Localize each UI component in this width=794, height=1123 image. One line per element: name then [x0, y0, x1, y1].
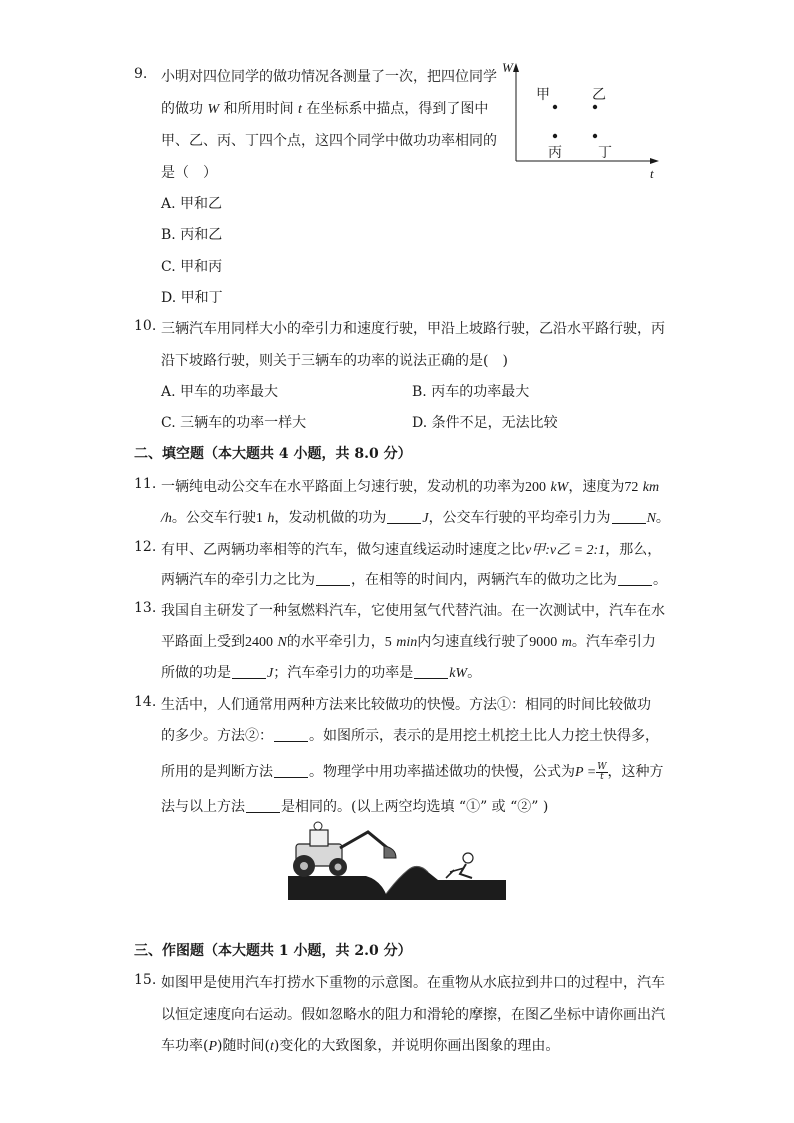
q9-line3: 甲、乙、丙、丁四个点，这四个同学中做功功率相同的	[161, 133, 497, 149]
q13-number: 13.	[134, 600, 157, 616]
q9-line2: 的做功 W 和所用时间 t 在坐标系中描点，得到了图中	[161, 101, 489, 117]
q9-line1: 小明对四位同学的做功情况各测量了一次，把四位同学	[161, 69, 497, 85]
q14-blank-method2[interactable]	[274, 727, 308, 742]
q9-option-a[interactable]: A. 甲和乙	[161, 196, 223, 212]
q14-line3: 所用的是判断方法 。物理学中用功率描述做功的快慢，公式为P = $\frac{W}{t}$ ，这种方	[161, 761, 664, 782]
graph-label-yi: 乙	[592, 87, 606, 103]
q9-option-d[interactable]: D. 甲和丁	[161, 290, 223, 306]
graph-y-axis-label: W	[502, 60, 513, 75]
q10-option-c[interactable]: C. 三辆车的功率一样大	[161, 415, 307, 431]
q11-line1: 一辆纯电动公交车在水平路面上匀速行驶，发动机的功率为200 kW，速度为72 km	[161, 479, 660, 495]
q10-option-a[interactable]: A. 甲车的功率最大	[161, 384, 279, 400]
q9-line4: 是（ ）	[161, 165, 217, 181]
q13-blank-work[interactable]	[232, 664, 266, 679]
graph-label-bing: 丙	[548, 145, 562, 161]
q13-line3: 所做的功是 J；汽车牵引力的功率是 kW。	[161, 665, 482, 681]
q13-blank-power[interactable]	[414, 664, 448, 679]
q10-option-d[interactable]: D. 条件不足，无法比较	[412, 415, 558, 431]
q12-blank-force-ratio[interactable]	[316, 571, 350, 586]
graph-x-axis-label: t	[650, 166, 654, 181]
q15-number: 15.	[134, 972, 157, 988]
point-ding	[593, 134, 597, 138]
excavator-vs-manual-digging-illustration	[288, 820, 506, 900]
q9-work-time-graph	[498, 58, 664, 182]
q12-line1: 有甲、乙两辆功率相等的汽车，做匀速直线运动时速度之比v甲:v乙 = 2:1，那么，	[161, 542, 662, 558]
q13-line1: 我国自主研发了一种氢燃料汽车，它使用氢气代替汽油。在一次测试中，汽车在水	[161, 603, 665, 619]
q12-blank-work-ratio[interactable]	[618, 571, 652, 586]
q14-line1: 生活中，人们通常用两种方法来比较做功的快慢。方法①：相同的时间比较做功	[161, 697, 651, 713]
q14-blank-same-method[interactable]	[246, 798, 280, 813]
q11-line2: /h。公交车行驶1 h，发动机做的功为 J，公交车行驶的平均牵引力为 N。	[161, 510, 670, 526]
q10-option-b[interactable]: B. 丙车的功率最大	[412, 384, 530, 400]
point-jia	[553, 105, 557, 109]
q14-blank-judge-method[interactable]	[274, 763, 308, 778]
q14-number: 14.	[134, 694, 157, 710]
q9-number: 9.	[134, 66, 148, 82]
q15-line3: 车功率(P)随时间(t)变化的大致图象，并说明你画出图象的理由。	[161, 1038, 560, 1054]
point-yi	[593, 105, 597, 109]
section2-title: 二、填空题（本大题共 4 小题，共 8.0 分）	[134, 446, 412, 462]
power-formula-fraction: $\frac{W}{t}$	[597, 761, 607, 782]
graph-label-jia: 甲	[536, 87, 550, 103]
q10-line2: 沿下坡路行驶，则关于三辆车的功率的说法正确的是( )	[161, 353, 508, 369]
q12-line2: 两辆汽车的牵引力之比为 ，在相等的时间内，两辆汽车的做功之比为 。	[161, 572, 667, 588]
q12-number: 12.	[134, 539, 157, 555]
q15-line1: 如图甲是使用汽车打捞水下重物的示意图。在重物从水底拉到井口的过程中，汽车	[161, 975, 665, 991]
q11-blank-force[interactable]	[612, 509, 646, 524]
point-bing	[553, 134, 557, 138]
q10-number: 10.	[134, 318, 157, 334]
q10-line1: 三辆汽车用同样大小的牵引力和速度行驶，甲沿上坡路行驶，乙沿水平路行驶，丙	[161, 321, 665, 337]
q11-number: 11.	[134, 476, 157, 492]
q15-line2: 以恒定速度向右运动。假如忽略水的阻力和滑轮的摩擦，在图乙坐标中请你画出汽	[161, 1007, 665, 1023]
q9-option-b[interactable]: B. 丙和乙	[161, 227, 223, 243]
section3-title: 三、作图题（本大题共 1 小题，共 2.0 分）	[134, 943, 412, 959]
q13-line2: 平路面上受到2400 N的水平牵引力，5 min内匀速直线行驶了9000 m。汽车牵引力	[161, 634, 656, 650]
q14-line4: 法与以上方法 是相同的。(以上两空均选填 “①” 或 “②” )	[161, 799, 549, 815]
q14-line2: 的多少。方法②： 。如图所示，表示的是用挖土机挖土比人力挖土快得多，	[161, 728, 659, 744]
q11-blank-work[interactable]	[387, 509, 421, 524]
q9-option-c[interactable]: C. 甲和丙	[161, 259, 223, 275]
graph-label-ding: 丁	[598, 145, 612, 161]
